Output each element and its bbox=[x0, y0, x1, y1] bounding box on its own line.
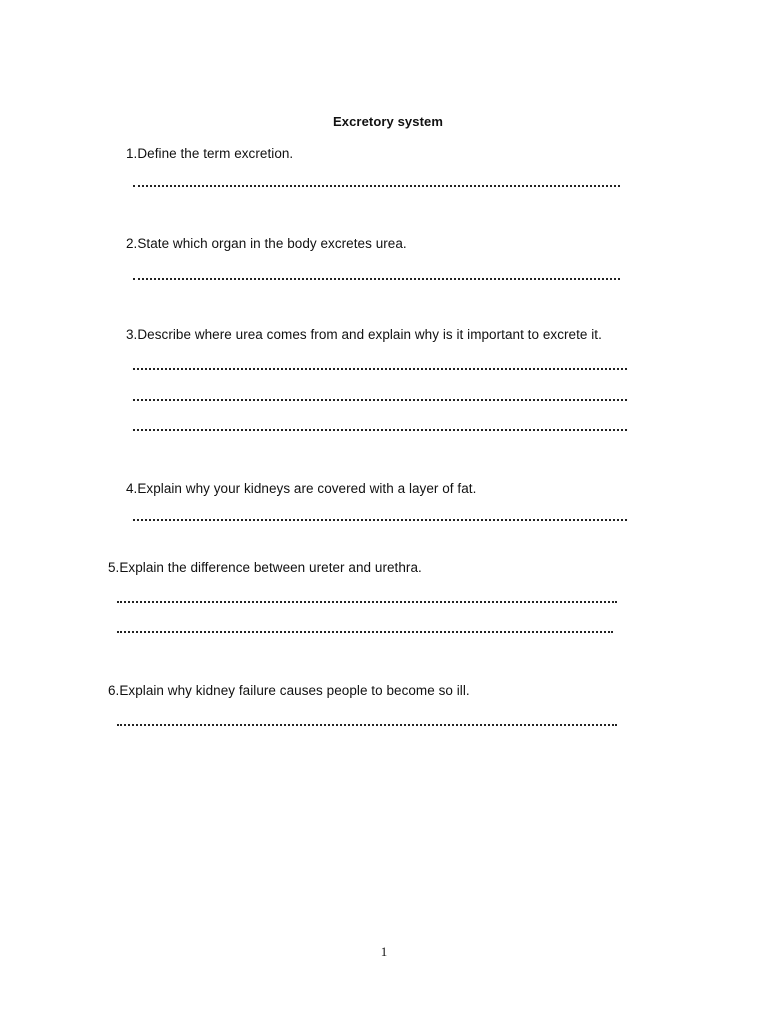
answer-line bbox=[117, 601, 617, 603]
answer-line bbox=[117, 724, 617, 726]
answer-line bbox=[133, 429, 627, 431]
answer-line bbox=[133, 399, 627, 401]
page-number: 1 bbox=[380, 944, 388, 959]
answer-line bbox=[133, 519, 627, 521]
question-3: 3.Describe where urea comes from and explain why is it important to excrete it. bbox=[126, 327, 602, 342]
question-5: 5.Explain the difference between ureter and urethra. bbox=[108, 560, 422, 575]
question-6: 6.Explain why kidney failure causes people to become so ill. bbox=[108, 683, 470, 698]
worksheet-title: Excretory system bbox=[333, 114, 443, 129]
question-4: 4.Explain why your kidneys are covered with a layer of fat. bbox=[126, 481, 477, 496]
answer-line bbox=[133, 368, 627, 370]
answer-line bbox=[133, 185, 620, 187]
answer-line bbox=[133, 278, 620, 280]
question-1: 1.Define the term excretion. bbox=[126, 146, 294, 161]
answer-line bbox=[117, 631, 613, 633]
question-2: 2.State which organ in the body excretes urea. bbox=[126, 236, 407, 251]
